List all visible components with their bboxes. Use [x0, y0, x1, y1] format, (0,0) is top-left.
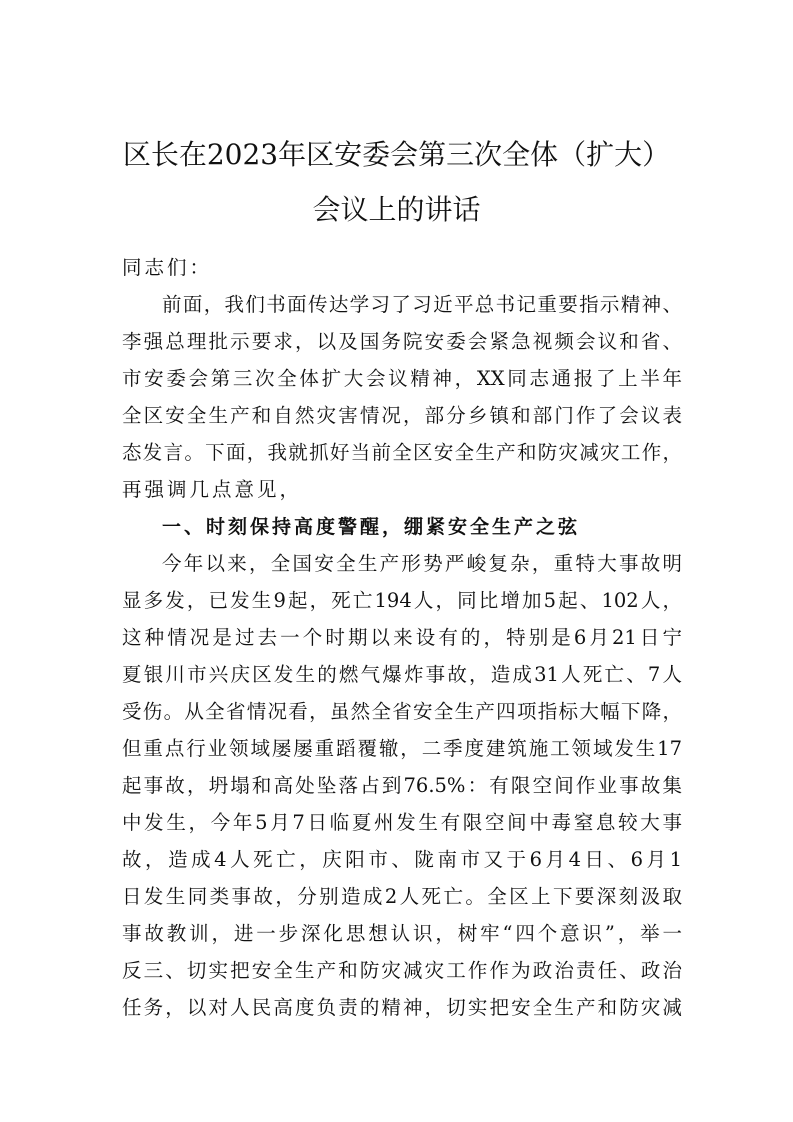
paragraph-line: 前面，我们书面传达学习了习近平总书记重要指示精神、 [162, 293, 682, 316]
paragraph-line: 反三、切实把安全生产和防灾减灾工作作为政治责任、政治 [122, 959, 682, 982]
paragraph-line: 事故教训，进一步深化思想认识，树牢“四个意识”，举一 [122, 922, 682, 945]
paragraph-line: 这种情况是过去一个时期以来设有的，特别是6月21日宁 [122, 626, 682, 649]
paragraph-line: 但重点行业领域屡屡重蹈覆辙，二季度建筑施工领域发生17 [122, 737, 682, 760]
section-heading: 一、时刻保持高度警醒，绷紧安全生产之弦 [162, 516, 581, 538]
paragraph-line: 今年以来，全国安全生产形势严峻复杂，重特大事故明 [162, 552, 682, 575]
paragraph-line: 全区安全生产和自然灾害情况，部分乡镇和部门作了会议表 [122, 404, 682, 427]
title-line-2: 会议上的讲话 [312, 193, 481, 226]
paragraph-line: 日发生同类事故，分别造成2人死亡。全区上下要深刻汲取 [122, 885, 682, 908]
paragraph-line: 态发言。下面，我就抓好当前全区安全生产和防灾减灾工作， [122, 441, 682, 464]
paragraph-line: 李强总理批示要求，以及国务院安委会紧急视频会议和省、 [122, 330, 682, 353]
paragraph-line: 起事故，坍塌和高处坠落占到76.5%：有限空间作业事故集 [122, 774, 682, 797]
paragraph-line: 中发生，今年5月7日临夏州发生有限空间中毒窒息较大事 [122, 811, 682, 834]
salutation: 同志们： [122, 256, 213, 279]
paragraph-line: 任务，以对人民高度负责的精神，切实把安全生产和防灾减 [122, 996, 682, 1019]
paragraph-line: 故，造成4人死亡，庆阳市、陇南市又于6月4日、6月1 [122, 848, 682, 871]
paragraph-line: 显多发，已发生9起，死亡194人，同比增加5起、102人， [122, 589, 682, 612]
paragraph-line: 受伤。从全省情况看，虽然全省安全生产四项指标大幅下降， [122, 700, 682, 723]
paragraph-line: 再强调几点意见， [122, 478, 303, 501]
title-line-1: 区长在2023年区安委会第三次全体（扩大） [122, 138, 671, 171]
paragraph-line: 夏银川市兴庆区发生的燃气爆炸事故，造成31人死亡、7人 [122, 663, 682, 686]
paragraph-line: 市安委会第三次全体扩大会议精神，XX同志通报了上半年 [122, 367, 682, 390]
